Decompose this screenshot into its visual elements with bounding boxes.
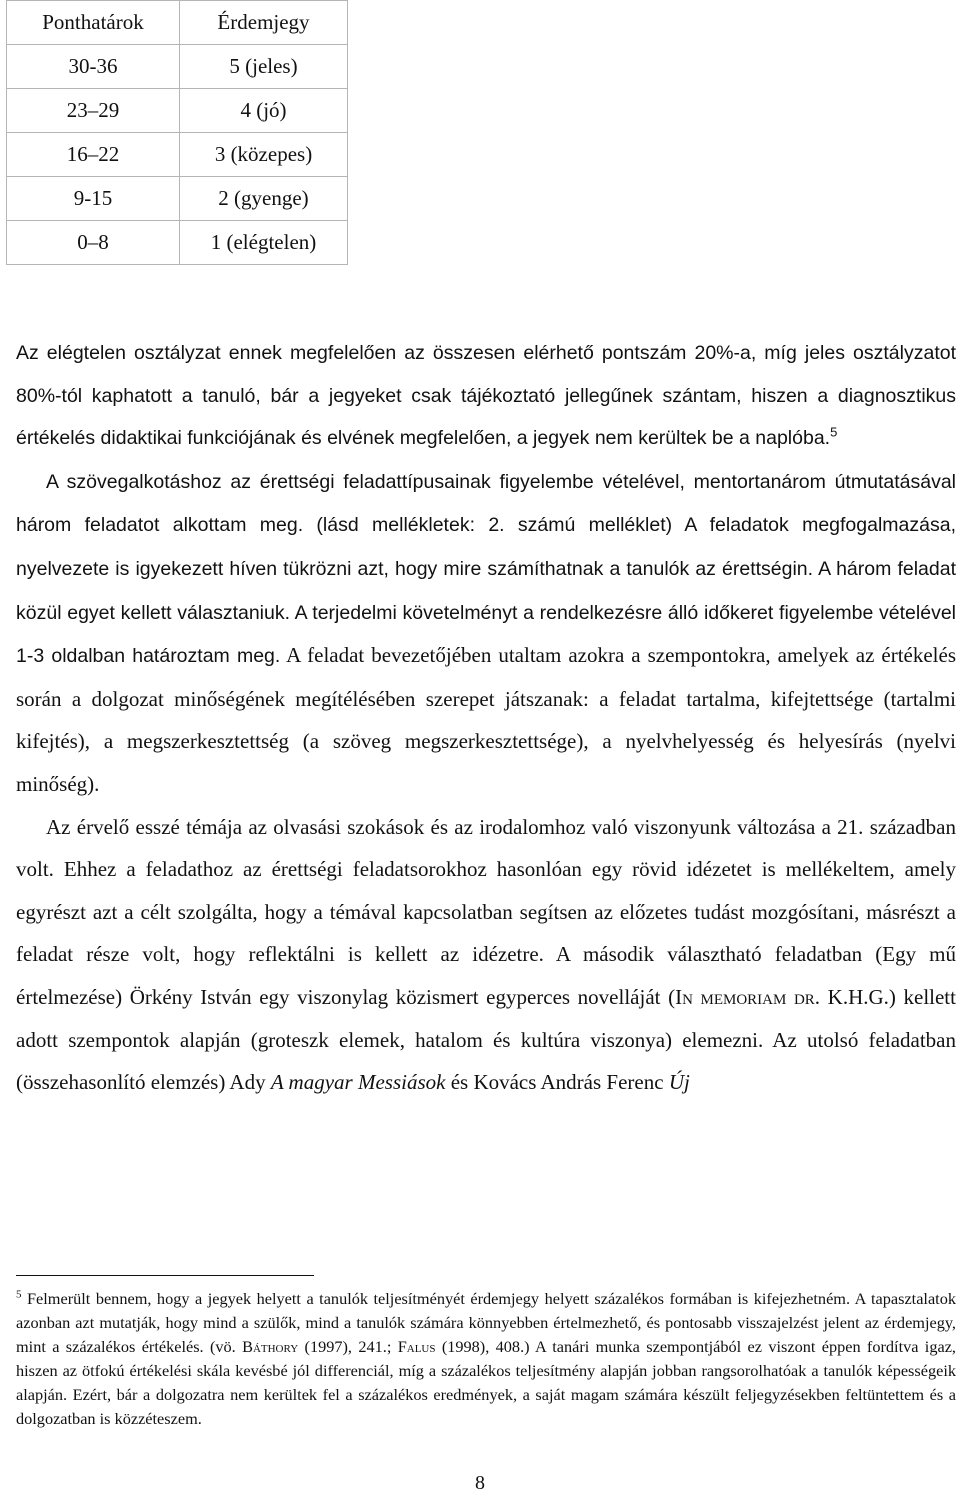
footnote-text: (1998), 408.) A tanári munka szempontjából ez viszont éppen fordítva igaz, hiszen az ötfokú értékelési skála kevésbé jól differenciál, míg a százalékos teljesítmény alapján jobban rangsorolhatóak a tanulók képességeik alapján. Ezért, bár a dolgozatra nem kerültek fel a százalékos eredmények, a saját magam számára készült feljegyzésekben feltüntettem és a dolgozatban is közzéteszem. (16, 1337, 956, 1428)
footnote-ref: 5 (830, 424, 838, 440)
paragraph-text-sans: A szövegalkotáshoz az érettségi feladattípusainak figyelembe vételével, mentortanárom útmutatásával három feladatot alkottam meg. (lásd mellékletek: 2. számú melléklet) A feladatok megfogalmazása, nyelvezete is igyekezett híven tükrözni azt, hogy mire számíthatnak a tanulók az érettségin. A három feladat közül egyet kellett választaniuk. A terjedelmi követelményt a rendelkezésre álló időkeret figyelembe vételével 1-3 oldalban határoztam meg. (16, 470, 956, 668)
points-cell: 16–22 (7, 133, 180, 177)
grade-cell: 5 (jeles) (180, 45, 348, 89)
paragraph-text: Az érvelő esszé témája az olvasási szokások és az irodalomhoz való viszonyunk változása a 21. században volt. Ehhez a feladathoz az érettségi feladatsorokhoz hasonlóan egy rövid idézetet is mellékeltem, amely egyrészt azt a célt szolgálta, hogy a témával kapcsolatban segítsen az előzetes tudást mozgósítani, másrészt a feladat része volt, hogy reflektálni is kellett az idézetre. A második választható feladatban (Egy mű értelmezése) Örkény István egy viszonylag közismert egyperces novelláját ( (16, 814, 956, 1009)
grade-cell: 3 (közepes) (180, 133, 348, 177)
novella-title: In memoriam dr. (675, 984, 821, 1009)
table-row (7, 133, 348, 177)
table-row (7, 89, 348, 133)
grade-cell: 4 (jó) (180, 89, 348, 133)
points-cell: 23–29 (7, 89, 180, 133)
header-cell-grade: Érdemjegy (180, 1, 348, 45)
footnote (16, 1287, 956, 1431)
grade-table (6, 0, 348, 265)
points-cell: 30-36 (7, 45, 180, 89)
footnote-text: (1997), 241.; (298, 1337, 398, 1356)
table-header-row (7, 1, 348, 45)
paragraph-essay-topics (16, 806, 956, 1104)
page-number: 8 (475, 1472, 485, 1494)
paragraph-grading-note (16, 332, 956, 460)
grade-cell: 2 (gyenge) (180, 177, 348, 221)
table-row (7, 45, 348, 89)
footnote-author: Báthory (242, 1337, 299, 1356)
points-cell: 0–8 (7, 221, 180, 265)
paragraph-text: és Kovács András Ferenc (445, 1070, 669, 1095)
table-row (7, 221, 348, 265)
paragraph-text: A feladat bevezetőjében utaltam azokra a szempontokra, amelyek az értékelés során a dolgozat minőségének megítélésében szerepet játszanak: a feladat tartalma, kifejtettsége (tartalmi kifejtés), a megszerkesztettség (a szöveg megszerkesztettsége), a nyelvhelyesség és helyesírás (nyelvi minőség). (16, 643, 957, 796)
paragraph-task-design (16, 460, 956, 806)
table-row (7, 177, 348, 221)
poem-title-cont: Új (668, 1070, 690, 1095)
footnote-text: Felmerült bennem, hogy a jegyek helyett a tanulók teljesítményét érdemjegy helyett százalékos formában is kifejezhetném. A tapasztalatok azonban azt mutatják, hogy mind a szülők, mind a tanulók számára könnyebben értelmezhető, és pontosabb visszajelzést jelent az érdemjegy, mint a százalékos értékelés. (vö. (16, 1289, 956, 1356)
poem-title: A magyar Messiások (270, 1070, 446, 1095)
points-cell: 9-15 (7, 177, 180, 221)
header-cell-points: Ponthatárok (7, 1, 180, 45)
footnote-separator (16, 1275, 314, 1276)
paragraph-text: Az elégtelen osztályzat ennek megfelelően az összesen elérhető pontszám 20%-a, míg jeles osztályzatot 80%-tól kaphatott a tanuló, bár a jegyeket csak tájékoztató jellegűnek szántam, hiszen a diagnosztikus értékelés didaktikai funkciójának és elvének megfelelően, a jegyek nem kerültek be a naplóba. (16, 342, 956, 450)
footnote-marker: 5 (16, 1288, 22, 1301)
grade-cell: 1 (elégtelen) (180, 221, 348, 265)
paragraph-text: K.H.G.) kellett adott szempontok alapján (groteszk elemek, hatalom és kultúra viszonya) elemezni. Az utolsó feladatban (összehasonlító elemzés) Ady (16, 984, 956, 1095)
body-text (16, 332, 956, 1104)
footnote-author: Falus (397, 1337, 436, 1356)
